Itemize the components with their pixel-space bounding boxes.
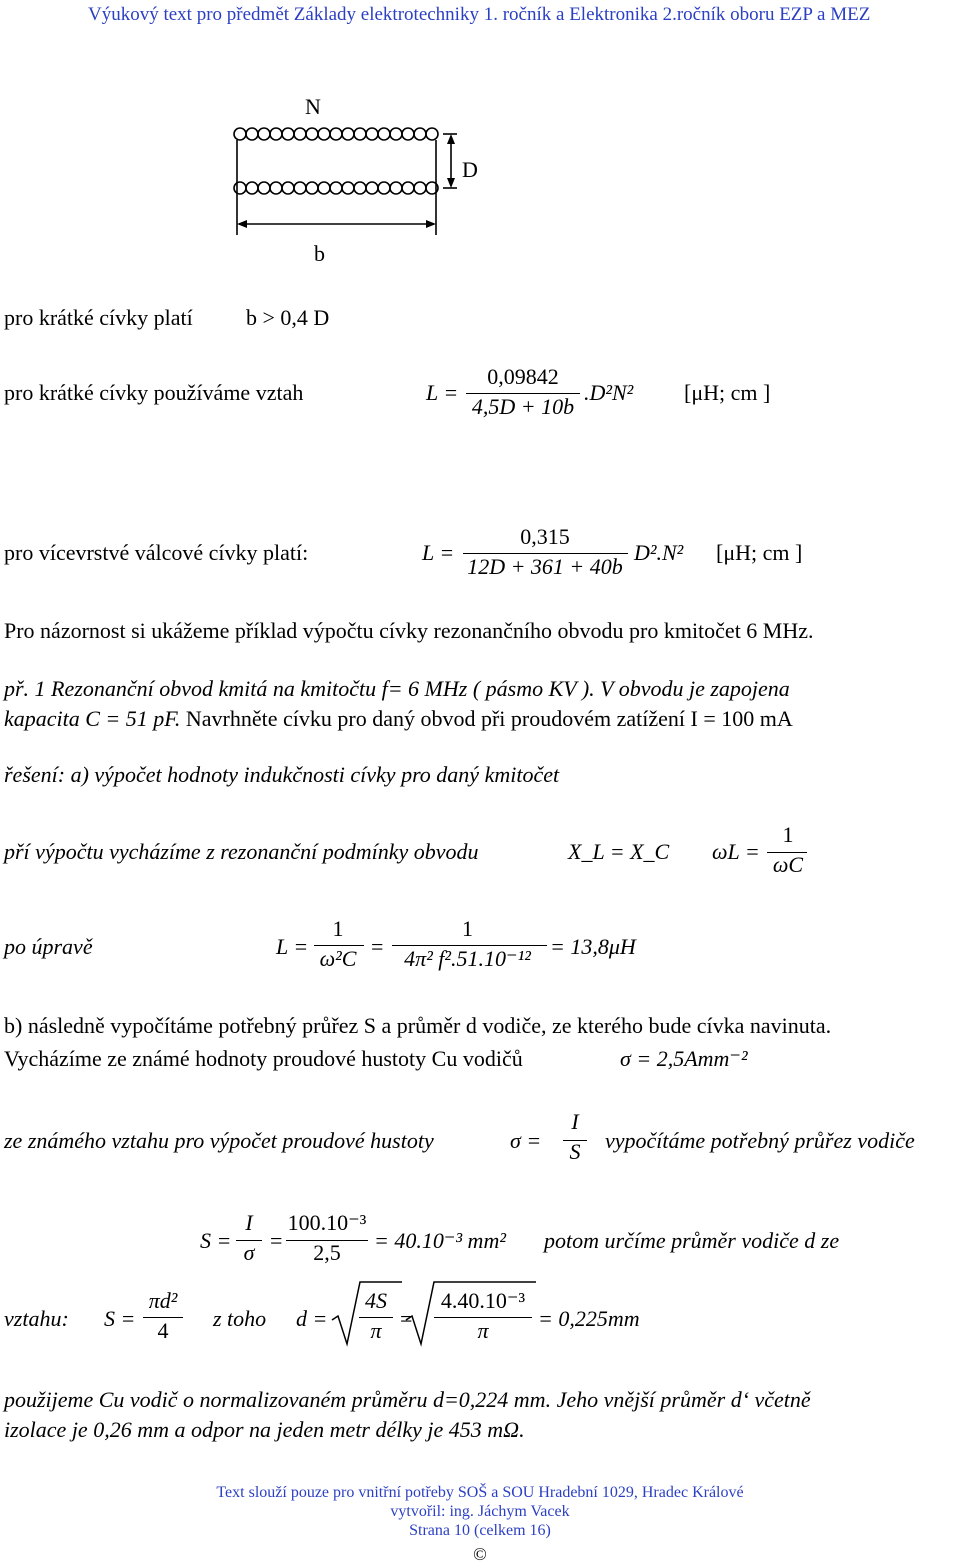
diameter-r1-denominator: π <box>370 1318 382 1343</box>
diameter-r2-denominator: π <box>477 1318 489 1343</box>
after-edit-fraction-2 <box>385 916 550 972</box>
part-b-line2: Vycházíme ze známé hodnoty proudové hustoty Cu vodičů <box>4 1046 523 1071</box>
resonance-condition: X_L = X_C <box>568 839 670 864</box>
diameter-r1-numerator: 4S <box>365 1288 387 1313</box>
area-fraction-2-bar <box>286 1240 368 1241</box>
short-coil-denominator: 4,5D + 10b <box>471 394 575 419</box>
after-edit-text: po úpravě <box>4 934 93 959</box>
multilayer-fraction-bar <box>463 553 628 554</box>
area-equals: = <box>270 1228 283 1253</box>
after-edit-f2-denominator: 4π² f².51.10⁻¹² <box>404 946 531 971</box>
part-b-sigma: σ = 2,5Amm⁻² <box>620 1046 748 1071</box>
diameter-root-fraction-1-bar <box>359 1317 393 1318</box>
diagram-label-n: N <box>305 94 321 119</box>
area-f1-numerator: I <box>245 1210 253 1235</box>
diagram-label-b: b <box>314 241 325 266</box>
area-fraction-1 <box>234 1210 264 1266</box>
density-denominator: S <box>569 1139 581 1164</box>
conclusion-line2: izolace je 0,26 mm a odpor na jeden metr délky je 453 mΩ. <box>4 1417 525 1442</box>
density-after: vypočítáme potřebný průřez vodiče <box>605 1128 915 1153</box>
after-edit-fraction-1 <box>310 916 366 972</box>
example-line1: př. 1 Rezonanční obvod kmitá na kmitočtu f= 6 MHz ( pásmo KV ). V obvodu je zapojena <box>4 676 790 701</box>
diameter-s-fraction-bar <box>143 1317 183 1318</box>
after-edit-result: = 13,8μH <box>550 934 636 959</box>
after-edit-fraction-2-bar <box>392 945 547 946</box>
density-fraction-bar <box>563 1140 587 1141</box>
multilayer-units: [μH; cm ] <box>716 540 803 565</box>
after-edit-f1-denominator: ω²C <box>319 946 357 971</box>
diameter-label: vztahu: <box>4 1306 69 1331</box>
short-coil-fraction <box>463 364 583 420</box>
multilayer-lhs: L = <box>422 540 455 565</box>
example-line2-rest: Navrhněte cívku pro daný obvod při proudovém zatížení I = 100 mA <box>180 706 793 731</box>
copyright-symbol: © <box>473 1544 487 1564</box>
multilayer-tail: D².N² <box>634 540 684 565</box>
area-after: potom určíme průměr vodiče d ze <box>544 1228 840 1253</box>
after-edit-f2-numerator: 1 <box>462 916 473 941</box>
resonance-numerator: 1 <box>782 822 794 847</box>
area-f2-denominator: 2,5 <box>313 1240 341 1265</box>
diameter-s-fraction <box>140 1288 186 1344</box>
diameter-r2-numerator: 4.40.10⁻³ <box>440 1288 526 1313</box>
diameter-then: z toho <box>213 1306 267 1331</box>
diameter-equals: = <box>400 1306 413 1331</box>
page-header: Výukový text pro předmět Základy elektrotechniky 1. ročník a Elektronika 2.ročník oboru EZP a MEZ <box>88 4 871 25</box>
diameter-d-lhs: d = <box>296 1306 328 1331</box>
footer-line1: Text slouží pouze pro vnitřní potřeby SOŠ a SOU Hradební 1029, Hradec Králové <box>216 1484 744 1501</box>
diameter-s-numerator: πd² <box>148 1288 178 1313</box>
area-result: = 40.10⁻³ mm² <box>374 1228 506 1253</box>
area-lhs: S = <box>200 1228 232 1253</box>
multilayer-denominator: 12D + 361 + 40b <box>467 554 623 579</box>
resonance-lhs: ωL = <box>712 839 760 864</box>
multilayer-numerator: 0,315 <box>520 524 570 549</box>
multilayer-text: pro vícevrstvé válcové cívky platí: <box>4 540 309 565</box>
after-edit-lhs: L = <box>276 934 309 959</box>
diameter-root-fraction-1 <box>356 1288 396 1344</box>
resonance-text: pří výpočtu vycházíme z rezonanční podmínky obvodu <box>4 839 479 864</box>
area-f2-numerator: 100.10⁻³ <box>287 1210 367 1235</box>
conclusion-line1: použijeme Cu vodič o normalizovaném průměru d=0,224 mm. Jeho vnější průměr d‘ včetně <box>4 1387 811 1412</box>
short-coil-fraction-bar <box>466 393 580 394</box>
after-edit-fraction-1-bar <box>314 945 364 946</box>
density-text: ze známého vztahu pro výpočet proudové hustoty <box>4 1128 434 1153</box>
multilayer-fraction <box>455 524 635 580</box>
resonance-fraction <box>765 822 811 878</box>
footer-line2: vytvořil: ing. Jáchym Vacek <box>390 1503 570 1520</box>
density-numerator: I <box>571 1109 579 1134</box>
area-f1-denominator: σ <box>243 1240 255 1265</box>
density-lhs: σ = <box>510 1128 542 1153</box>
example-line2 <box>4 706 793 732</box>
short-coil-tail: .D²N² <box>584 380 634 405</box>
footer-page-number: Strana 10 (celkem 16) <box>409 1522 551 1539</box>
example-line2-italic: kapacita C = 51 pF. <box>4 706 181 731</box>
resonance-fraction-bar <box>767 852 807 853</box>
short-coil-lhs: L = <box>426 380 459 405</box>
after-edit-f1-numerator: 1 <box>332 916 344 941</box>
intro-text: Pro názornost si ukážeme příklad výpočtu cívky rezonančního obvodu pro kmitočet 6 MHz. <box>4 618 814 643</box>
density-fraction <box>560 1109 590 1165</box>
short-coil-condition-text: pro krátké cívky platí <box>4 305 193 330</box>
diameter-root-fraction-2 <box>432 1288 534 1344</box>
area-fraction-2 <box>284 1210 370 1266</box>
resonance-denominator: ωC <box>772 852 804 877</box>
short-coil-units: [μH; cm ] <box>684 380 771 405</box>
solution-a-text: řešení: a) výpočet hodnoty indukčnosti cívky pro daný kmitočet <box>4 762 560 787</box>
coil-diagram <box>225 120 485 240</box>
diagram-label-d: D <box>462 157 478 182</box>
short-coil-numerator: 0,09842 <box>487 364 559 389</box>
part-b-line1: b) následně vypočítáme potřebný průřez S a průměr d vodiče, ze kterého bude cívka navinuta. <box>4 1013 832 1038</box>
diameter-root-fraction-2-bar <box>434 1317 532 1318</box>
diameter-result: = 0,225mm <box>538 1306 640 1331</box>
short-coil-formula-text: pro krátké cívky používáme vztah <box>4 380 304 405</box>
area-fraction-1-bar <box>236 1240 262 1241</box>
diameter-s-lhs: S = <box>104 1306 136 1331</box>
diameter-s-denominator: 4 <box>157 1318 169 1343</box>
after-edit-equals: = <box>371 934 384 959</box>
short-coil-condition: b > 0,4 D <box>246 305 330 330</box>
